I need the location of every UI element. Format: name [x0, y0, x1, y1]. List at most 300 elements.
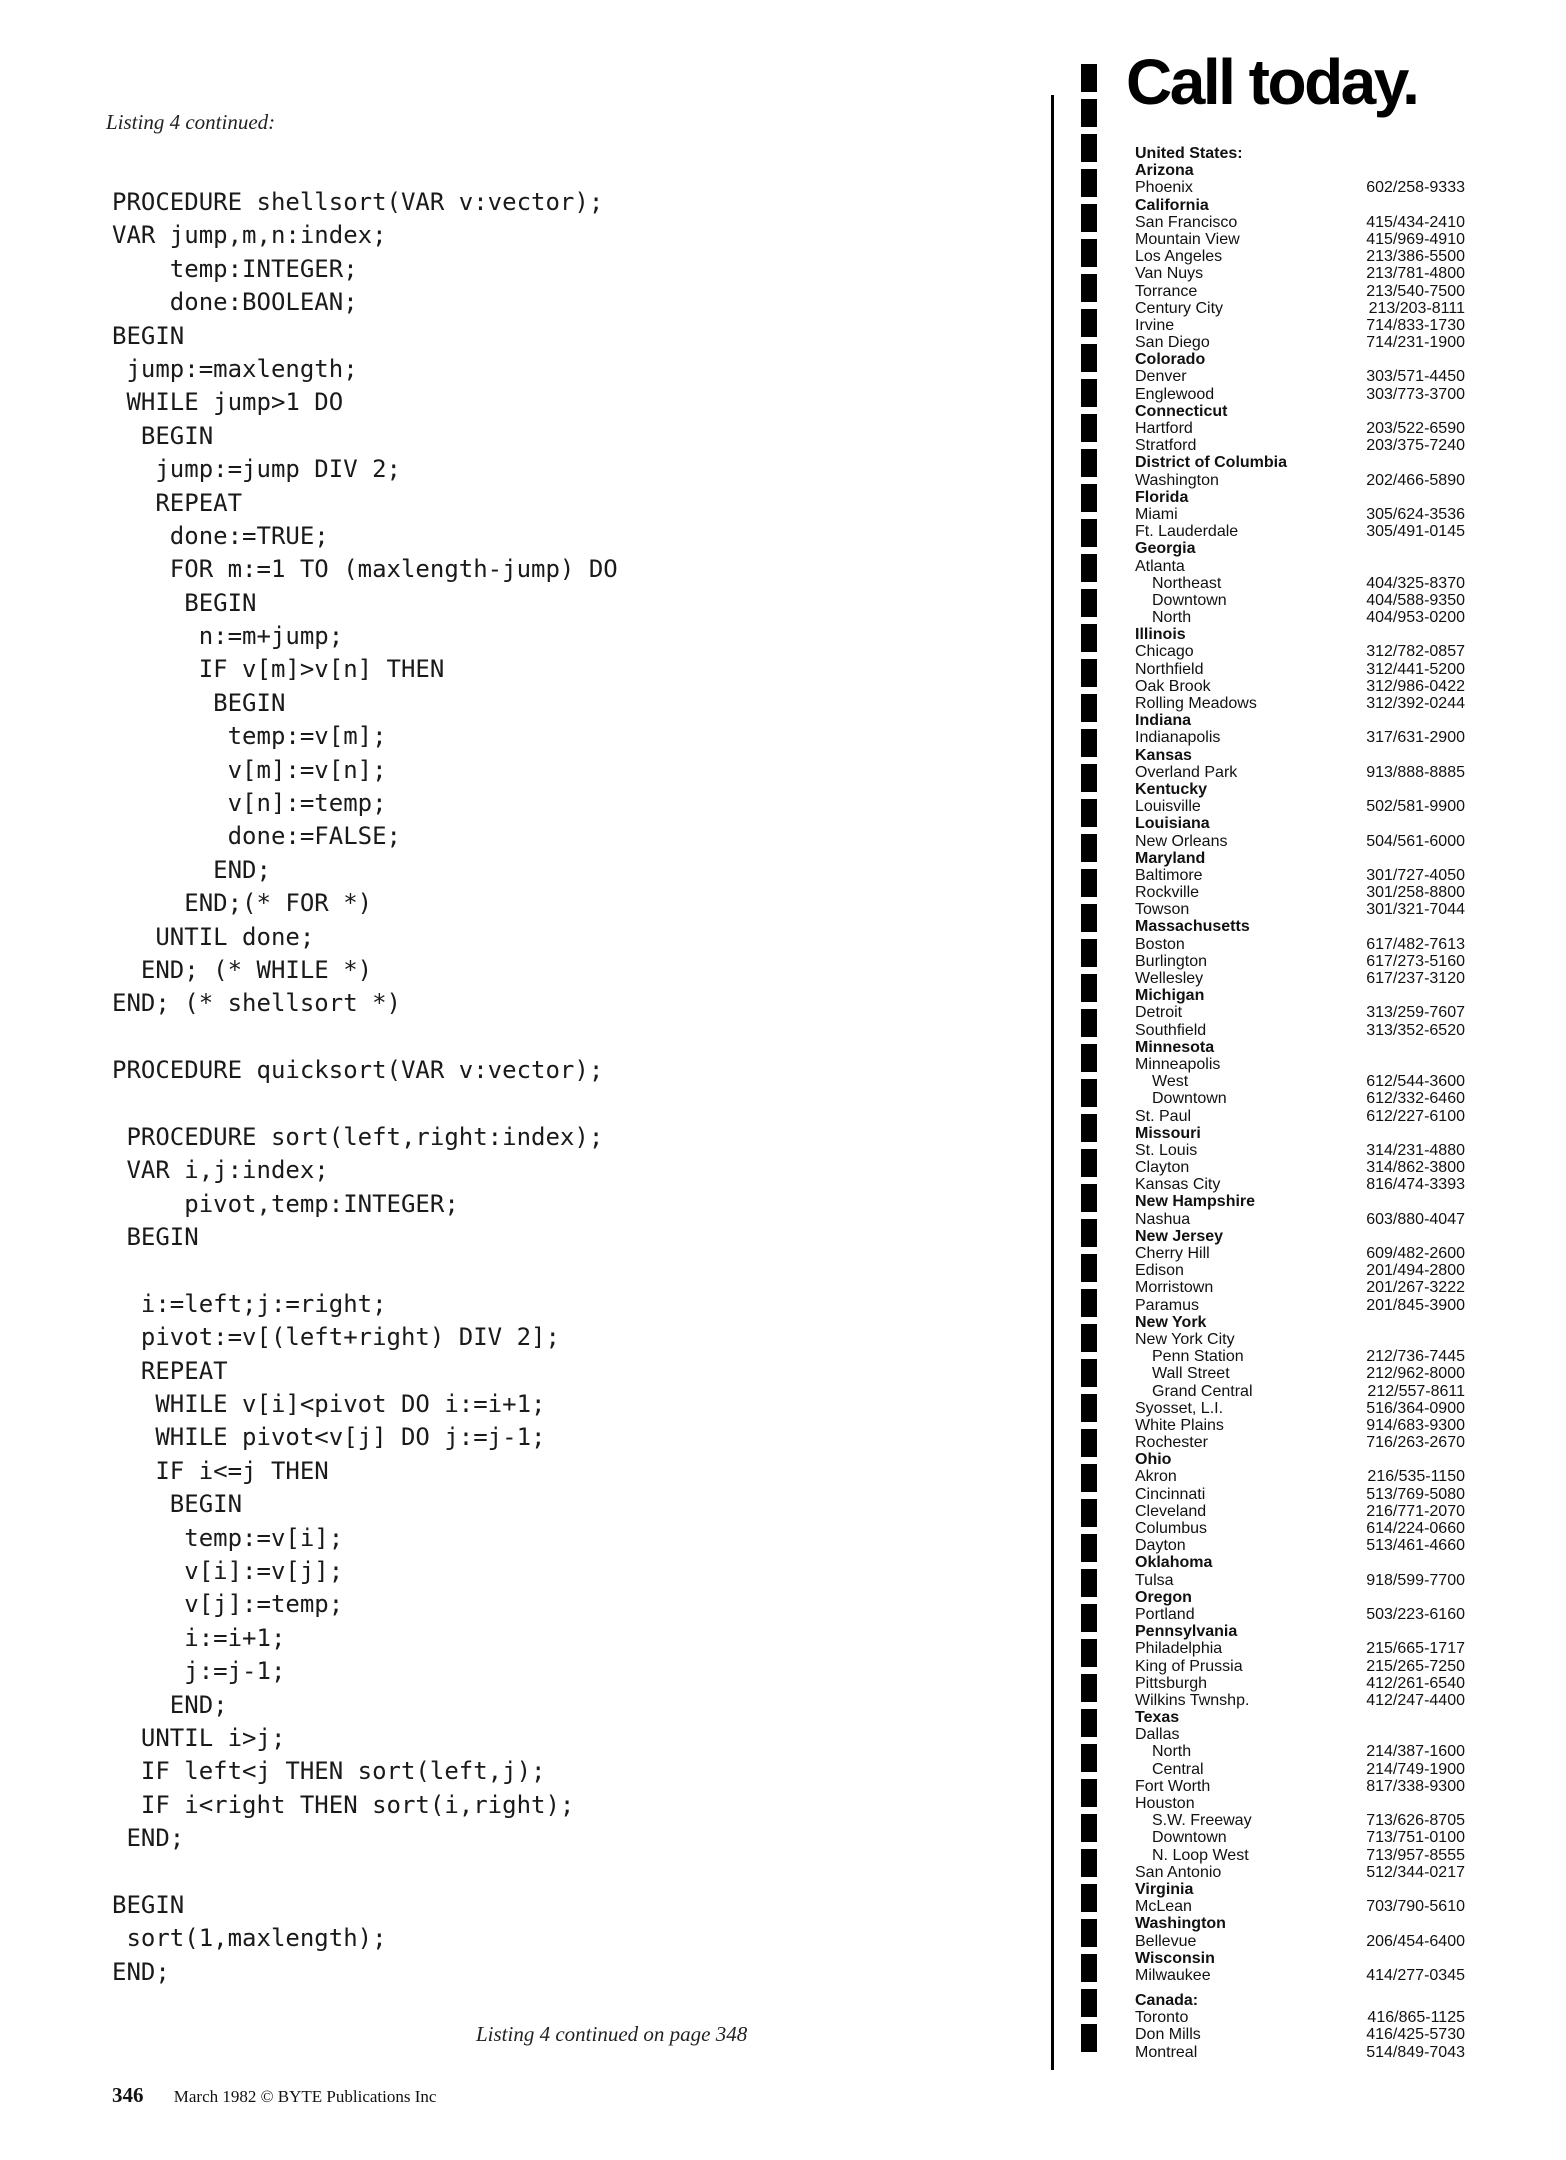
code-line: UNTIL done; — [112, 922, 315, 951]
directory-state-heading — [1135, 1589, 1465, 1606]
location-name: Cherry Hill — [1135, 1245, 1210, 1262]
phone-directory — [1135, 137, 1465, 2061]
location-name: Downtown — [1152, 1090, 1227, 1108]
phone-number: 918/599-7700 — [1366, 1571, 1465, 1589]
directory-state-heading — [1135, 712, 1465, 729]
directory-state-heading — [1135, 540, 1465, 557]
decorative-bar — [1081, 414, 1097, 442]
code-line: BEGIN — [112, 421, 214, 450]
phone-number: 301/727-4050 — [1366, 866, 1465, 884]
code-line: IF v[m]>v[n] THEN — [112, 655, 445, 684]
decorative-bar — [1081, 799, 1097, 827]
location-name: White Plains — [1135, 1416, 1224, 1434]
phone-number: 714/231-1900 — [1366, 334, 1465, 352]
directory-entry — [1135, 1262, 1465, 1279]
decorative-bar — [1081, 1779, 1097, 1807]
decorative-bar — [1081, 1674, 1097, 1702]
directory-entry — [1135, 1864, 1465, 1881]
phone-number: 612/227-6100 — [1366, 1107, 1465, 1125]
decorative-bar — [1081, 1919, 1097, 1947]
phone-number: 914/683-9300 — [1366, 1416, 1465, 1434]
directory-state-heading — [1135, 815, 1465, 832]
code-line: FOR m:=1 TO (maxlength-jump) DO — [112, 555, 618, 584]
location-name: Texas — [1135, 1709, 1180, 1727]
phone-number: 215/665-1717 — [1366, 1640, 1465, 1658]
location-name: Indiana — [1135, 712, 1192, 730]
location-name: Ohio — [1135, 1451, 1172, 1469]
directory-state-heading — [1135, 1709, 1465, 1726]
phone-number: 303/571-4450 — [1366, 368, 1465, 386]
location-name: Nashua — [1135, 1210, 1191, 1228]
location-name: Irvine — [1135, 316, 1175, 334]
code-line: VAR jump,m,n:index; — [112, 221, 387, 250]
phone-number: 513/769-5080 — [1366, 1485, 1465, 1503]
decorative-bar — [1081, 1464, 1097, 1492]
code-line: REPEAT — [112, 488, 243, 517]
code-line — [112, 1088, 1032, 1121]
location-name: Morristown — [1135, 1279, 1214, 1297]
decorative-bar — [1081, 134, 1097, 162]
location-name: San Francisco — [1135, 213, 1238, 231]
phone-number: 214/387-1600 — [1366, 1743, 1465, 1761]
directory-entry — [1135, 1142, 1465, 1159]
decorative-bar — [1081, 1534, 1097, 1562]
directory-entry — [1135, 1692, 1465, 1709]
directory-entry — [1135, 437, 1465, 454]
directory-entry — [1135, 1640, 1465, 1657]
location-name: North — [1152, 1743, 1192, 1761]
location-name: Oak Brook — [1135, 677, 1211, 695]
code-line: PROCEDURE quicksort(VAR v:vector); — [112, 1056, 604, 1085]
location-name: Florida — [1135, 488, 1189, 506]
code-line: REPEAT — [112, 1356, 228, 1385]
directory-entry — [1135, 1829, 1465, 1846]
phone-number: 602/258-9333 — [1366, 179, 1465, 197]
code-line: BEGIN — [112, 321, 185, 350]
location-name: Atlanta — [1135, 557, 1185, 575]
ad-headline: Call today. — [1126, 46, 1418, 118]
phone-number: 603/880-4047 — [1366, 1210, 1465, 1228]
decorative-bar — [1081, 1359, 1097, 1387]
directory-entry — [1135, 936, 1465, 953]
code-line: END; — [112, 1957, 170, 1986]
decorative-bar — [1081, 1044, 1097, 1072]
phone-number: 404/325-8370 — [1366, 574, 1465, 592]
location-name: Don Mills — [1135, 2026, 1201, 2044]
phone-number: 817/338-9300 — [1366, 1777, 1465, 1795]
decorative-bar — [1081, 344, 1097, 372]
decorative-bar — [1081, 1849, 1097, 1877]
location-name: Wilkins Twnshp. — [1135, 1691, 1250, 1709]
phone-number: 203/522-6590 — [1366, 420, 1465, 437]
location-name: Maryland — [1135, 849, 1206, 867]
decorative-bar — [1081, 64, 1097, 92]
location-name: McLean — [1135, 1898, 1192, 1916]
directory-entry — [1135, 1967, 1465, 1984]
phone-number: 713/957-8555 — [1366, 1846, 1465, 1864]
location-name: San Antonio — [1135, 1863, 1222, 1881]
phone-number: 313/259-7607 — [1366, 1004, 1465, 1022]
directory-entry — [1135, 265, 1465, 282]
phone-number: 502/581-9900 — [1366, 798, 1465, 816]
code-line: UNTIL i>j; — [112, 1723, 286, 1752]
directory-entry — [1135, 1434, 1465, 1451]
directory-entry — [1135, 1159, 1465, 1176]
code-line: sort(1,maxlength); — [112, 1924, 387, 1953]
code-line: VAR i,j:index; — [112, 1156, 329, 1185]
directory-entry — [1135, 1348, 1465, 1365]
directory-state-heading — [1135, 1554, 1465, 1571]
directory-entry — [1135, 970, 1465, 987]
directory-entry — [1135, 1468, 1465, 1485]
decorative-bar — [1081, 1429, 1097, 1457]
phone-number: 314/231-4880 — [1366, 1141, 1465, 1159]
directory-entry — [1135, 1572, 1465, 1589]
phone-number: 312/782-0857 — [1366, 643, 1465, 661]
directory-entry — [1135, 1675, 1465, 1692]
directory-country-heading — [1135, 1992, 1465, 2009]
phone-number: 713/626-8705 — [1366, 1812, 1465, 1830]
code-line: BEGIN — [112, 1890, 185, 1919]
location-name: Clayton — [1135, 1159, 1190, 1177]
location-name: Dallas — [1135, 1726, 1180, 1744]
location-name: N. Loop West — [1152, 1846, 1249, 1864]
directory-entry — [1135, 901, 1465, 918]
phone-number: 512/344-0217 — [1366, 1863, 1465, 1881]
location-name: San Diego — [1135, 334, 1210, 352]
phone-number: 415/969-4910 — [1366, 230, 1465, 248]
directory-entry — [1135, 643, 1465, 660]
directory-entry — [1135, 1331, 1465, 1348]
code-line: temp:=v[m]; — [112, 722, 387, 751]
directory-state-heading — [1135, 747, 1465, 764]
location-name: Rockville — [1135, 884, 1200, 902]
location-name: Toronto — [1135, 2009, 1189, 2027]
location-name: Massachusetts — [1135, 918, 1250, 936]
directory-entry — [1135, 867, 1465, 884]
directory-entry — [1135, 1073, 1465, 1090]
location-name: Englewood — [1135, 385, 1215, 403]
location-name: Houston — [1135, 1795, 1195, 1812]
phone-number: 617/482-7613 — [1366, 935, 1465, 953]
code-line: done:=FALSE; — [112, 822, 401, 851]
directory-state-heading — [1135, 1125, 1465, 1142]
code-line: BEGIN — [112, 1223, 199, 1252]
location-name: Kansas — [1135, 746, 1192, 764]
decorative-bar — [1081, 99, 1097, 127]
directory-entry — [1135, 1726, 1465, 1743]
code-line: v[m]:=v[n]; — [112, 755, 387, 784]
decorative-bar — [1081, 449, 1097, 477]
location-name: Pennsylvania — [1135, 1623, 1238, 1641]
directory-entry — [1135, 609, 1465, 626]
location-name: Overland Park — [1135, 763, 1238, 781]
location-name: St. Louis — [1135, 1141, 1198, 1159]
code-line: i:=left;j:=right; — [112, 1289, 387, 1318]
phone-number: 816/474-3393 — [1366, 1176, 1465, 1194]
code-line: temp:INTEGER; — [112, 254, 358, 283]
location-name: Southfield — [1135, 1021, 1207, 1039]
directory-entry — [1135, 2026, 1465, 2043]
decorative-bar — [1081, 1744, 1097, 1772]
code-line: v[n]:=temp; — [112, 789, 387, 818]
location-name: Cincinnati — [1135, 1485, 1206, 1503]
phone-number: 213/781-4800 — [1366, 265, 1465, 283]
code-line: IF i<=j THEN — [112, 1456, 329, 1485]
phone-number: 303/773-3700 — [1366, 385, 1465, 403]
directory-state-heading — [1135, 918, 1465, 935]
decorative-bar — [1081, 974, 1097, 1002]
location-name: Torrance — [1135, 282, 1198, 300]
phone-number: 612/544-3600 — [1366, 1073, 1465, 1091]
decorative-bar — [1081, 519, 1097, 547]
decorative-bar — [1081, 1254, 1097, 1282]
decorative-bar — [1081, 1289, 1097, 1317]
location-name: Akron — [1135, 1468, 1177, 1486]
location-name: Penn Station — [1152, 1348, 1244, 1366]
location-name: Minnesota — [1135, 1038, 1215, 1056]
code-line — [112, 1856, 1032, 1889]
phone-number: 212/962-8000 — [1366, 1365, 1465, 1383]
location-name: Paramus — [1135, 1296, 1200, 1314]
directory-entry — [1135, 592, 1465, 609]
location-name: Wellesley — [1135, 970, 1204, 987]
phone-number: 312/441-5200 — [1366, 660, 1465, 678]
phone-number: 214/749-1900 — [1366, 1760, 1465, 1778]
directory-entry — [1135, 1211, 1465, 1228]
location-name: Washington — [1135, 471, 1219, 489]
location-name: Los Angeles — [1135, 248, 1223, 266]
code-line: END; (* WHILE *) — [112, 955, 373, 984]
phone-number: 212/557-8611 — [1367, 1382, 1465, 1400]
phone-number: 513/461-4660 — [1366, 1537, 1465, 1555]
location-name: Stratford — [1135, 437, 1197, 455]
location-name: Central — [1152, 1760, 1204, 1778]
directory-entry — [1135, 1486, 1465, 1503]
directory-entry — [1135, 1090, 1465, 1107]
location-name: Northfield — [1135, 660, 1204, 678]
location-name: S.W. Freeway — [1152, 1812, 1252, 1830]
directory-entry — [1135, 1004, 1465, 1021]
location-name: Columbus — [1135, 1520, 1208, 1537]
location-name: Rolling Meadows — [1135, 695, 1257, 712]
directory-entry — [1135, 1503, 1465, 1520]
phone-number: 305/624-3536 — [1366, 505, 1465, 523]
location-name: Louisville — [1135, 798, 1201, 816]
directory-entry — [1135, 558, 1465, 575]
directory-entry — [1135, 1520, 1465, 1537]
location-name: New Hampshire — [1135, 1193, 1256, 1211]
code-line: END; (* shellsort *) — [112, 989, 401, 1018]
decorative-bar — [1081, 274, 1097, 302]
directory-entry — [1135, 2009, 1465, 2026]
directory-entry — [1135, 798, 1465, 815]
location-name: Century City — [1135, 299, 1224, 317]
decorative-bar — [1081, 1114, 1097, 1142]
phone-number: 213/203-8111 — [1368, 299, 1465, 317]
directory-entry — [1135, 1606, 1465, 1623]
location-name: Grand Central — [1152, 1382, 1253, 1400]
directory-entry — [1135, 1778, 1465, 1795]
directory-state-heading — [1135, 1881, 1465, 1898]
location-name: New Orleans — [1135, 832, 1228, 850]
location-name: Denver — [1135, 368, 1187, 386]
location-name: Minneapolis — [1135, 1055, 1221, 1073]
phone-number: 617/237-3120 — [1366, 970, 1465, 987]
location-name: Cleveland — [1135, 1502, 1207, 1520]
location-name: Chicago — [1135, 643, 1194, 661]
directory-entry — [1135, 884, 1465, 901]
directory-entry — [1135, 729, 1465, 746]
directory-entry — [1135, 1365, 1465, 1382]
location-name: North — [1152, 609, 1192, 627]
decorative-bar — [1081, 659, 1097, 687]
code-line: IF left<j THEN sort(left,j); — [112, 1757, 546, 1786]
phone-number: 216/771-2070 — [1366, 1502, 1465, 1520]
decorative-bar — [1081, 904, 1097, 932]
phone-number: 414/277-0345 — [1366, 1966, 1465, 1984]
phone-number: 301/321-7044 — [1366, 901, 1465, 919]
decorative-bar — [1081, 834, 1097, 862]
phone-number: 201/267-3222 — [1366, 1279, 1465, 1297]
directory-state-heading — [1135, 1193, 1465, 1210]
location-name: Wall Street — [1152, 1365, 1230, 1383]
location-name: St. Paul — [1135, 1107, 1192, 1125]
directory-entry — [1135, 1417, 1465, 1434]
code-line: END; — [112, 1690, 228, 1719]
code-listing — [112, 186, 1032, 1989]
phone-number: 503/223-6160 — [1366, 1605, 1465, 1623]
directory-entry — [1135, 695, 1465, 712]
location-name: Kansas City — [1135, 1176, 1221, 1194]
location-name: Tulsa — [1135, 1571, 1174, 1589]
location-name: Wisconsin — [1135, 1949, 1215, 1967]
location-name: King of Prussia — [1135, 1657, 1243, 1675]
location-name: United States: — [1135, 145, 1243, 162]
phone-number: 416/865-1125 — [1367, 2009, 1465, 2027]
decorative-bar — [1081, 1394, 1097, 1422]
code-line: i:=i+1; — [112, 1623, 286, 1652]
phone-number: 314/862-3800 — [1366, 1159, 1465, 1177]
phone-number: 203/375-7240 — [1366, 437, 1465, 455]
directory-state-heading — [1135, 162, 1465, 179]
phone-number: 713/751-0100 — [1366, 1829, 1465, 1847]
phone-number: 614/224-0660 — [1366, 1520, 1465, 1537]
directory-entry — [1135, 1933, 1465, 1950]
phone-number: 612/332-6460 — [1366, 1090, 1465, 1108]
directory-entry — [1135, 1383, 1465, 1400]
location-name: Fort Worth — [1135, 1777, 1211, 1795]
decorative-bar — [1081, 379, 1097, 407]
decorative-bar — [1081, 694, 1097, 722]
location-name: Indianapolis — [1135, 729, 1221, 747]
decorative-bar — [1081, 1639, 1097, 1667]
directory-entry — [1135, 2044, 1465, 2061]
code-line: END; — [112, 855, 271, 884]
directory-entry — [1135, 368, 1465, 385]
phone-number: 215/265-7250 — [1366, 1657, 1465, 1675]
location-name: Downtown — [1152, 1829, 1227, 1847]
location-name: Downtown — [1152, 591, 1227, 609]
decorative-bar — [1081, 589, 1097, 617]
location-name: Canada: — [1135, 1992, 1199, 2010]
directory-entry — [1135, 1400, 1465, 1417]
decorative-bar — [1081, 869, 1097, 897]
directory-entry — [1135, 472, 1465, 489]
decorative-bar — [1081, 239, 1097, 267]
code-line: j:=j-1; — [112, 1657, 286, 1686]
directory-entry — [1135, 953, 1465, 970]
directory-entry — [1135, 1176, 1465, 1193]
directory-state-heading — [1135, 1228, 1465, 1245]
code-line: pivot:=v[(left+right) DIV 2]; — [112, 1323, 560, 1352]
location-name: New York City — [1135, 1330, 1235, 1348]
footer-text: March 1982 © BYTE Publications Inc — [173, 2087, 437, 2106]
phone-number: 504/561-6000 — [1366, 832, 1465, 850]
code-line: PROCEDURE sort(left,right:index); — [112, 1122, 604, 1151]
location-name: Miami — [1135, 505, 1178, 523]
decorative-bar — [1081, 1009, 1097, 1037]
listing-continued-caption: Listing 4 continued on page 348 — [476, 2022, 748, 2046]
location-name: Northeast — [1152, 574, 1222, 592]
location-name: Illinois — [1135, 626, 1186, 644]
phone-number: 201/845-3900 — [1366, 1296, 1465, 1314]
location-name: Louisiana — [1135, 815, 1210, 833]
directory-entry — [1135, 300, 1465, 317]
directory-state-heading — [1135, 351, 1465, 368]
phone-number: 202/466-5890 — [1366, 471, 1465, 489]
phone-number: 301/258-8800 — [1366, 884, 1465, 902]
code-line: temp:=v[i]; — [112, 1523, 344, 1552]
directory-entry — [1135, 1898, 1465, 1915]
decorative-bar — [1081, 729, 1097, 757]
code-line: BEGIN — [112, 1490, 243, 1519]
decorative-bar — [1081, 1884, 1097, 1912]
code-line: jump:=maxlength; — [112, 354, 358, 383]
directory-entry — [1135, 386, 1465, 403]
location-name: Virginia — [1135, 1880, 1194, 1898]
directory-state-heading — [1135, 781, 1465, 798]
location-name: Pittsburgh — [1135, 1674, 1208, 1692]
phone-number: 514/849-7043 — [1366, 2043, 1465, 2061]
page-footer — [112, 2083, 436, 2108]
code-line: WHILE v[i]<pivot DO i:=i+1; — [112, 1390, 546, 1419]
decorative-bar — [1081, 2024, 1097, 2052]
decorative-bar — [1081, 939, 1097, 967]
decorative-bar — [1081, 764, 1097, 792]
directory-state-heading — [1135, 1915, 1465, 1932]
location-name: Philadelphia — [1135, 1640, 1223, 1658]
directory-entry — [1135, 1847, 1465, 1864]
phone-number: 213/386-5500 — [1366, 248, 1465, 266]
code-line: v[i]:=v[j]; — [112, 1557, 344, 1586]
directory-entry — [1135, 283, 1465, 300]
decorative-bar — [1081, 1079, 1097, 1107]
directory-entry — [1135, 179, 1465, 196]
phone-number: 516/364-0900 — [1366, 1399, 1465, 1417]
decorative-bar — [1081, 1814, 1097, 1842]
directory-entry — [1135, 678, 1465, 695]
phone-number: 913/888-8885 — [1366, 763, 1465, 781]
directory-country-heading — [1135, 145, 1465, 162]
directory-entry — [1135, 575, 1465, 592]
code-line: pivot,temp:INTEGER; — [112, 1189, 459, 1218]
phone-number: 317/631-2900 — [1366, 729, 1465, 747]
location-name: Ft. Lauderdale — [1135, 523, 1239, 541]
decorative-bar — [1081, 1499, 1097, 1527]
directory-entry — [1135, 1056, 1465, 1073]
location-name: Baltimore — [1135, 866, 1203, 884]
